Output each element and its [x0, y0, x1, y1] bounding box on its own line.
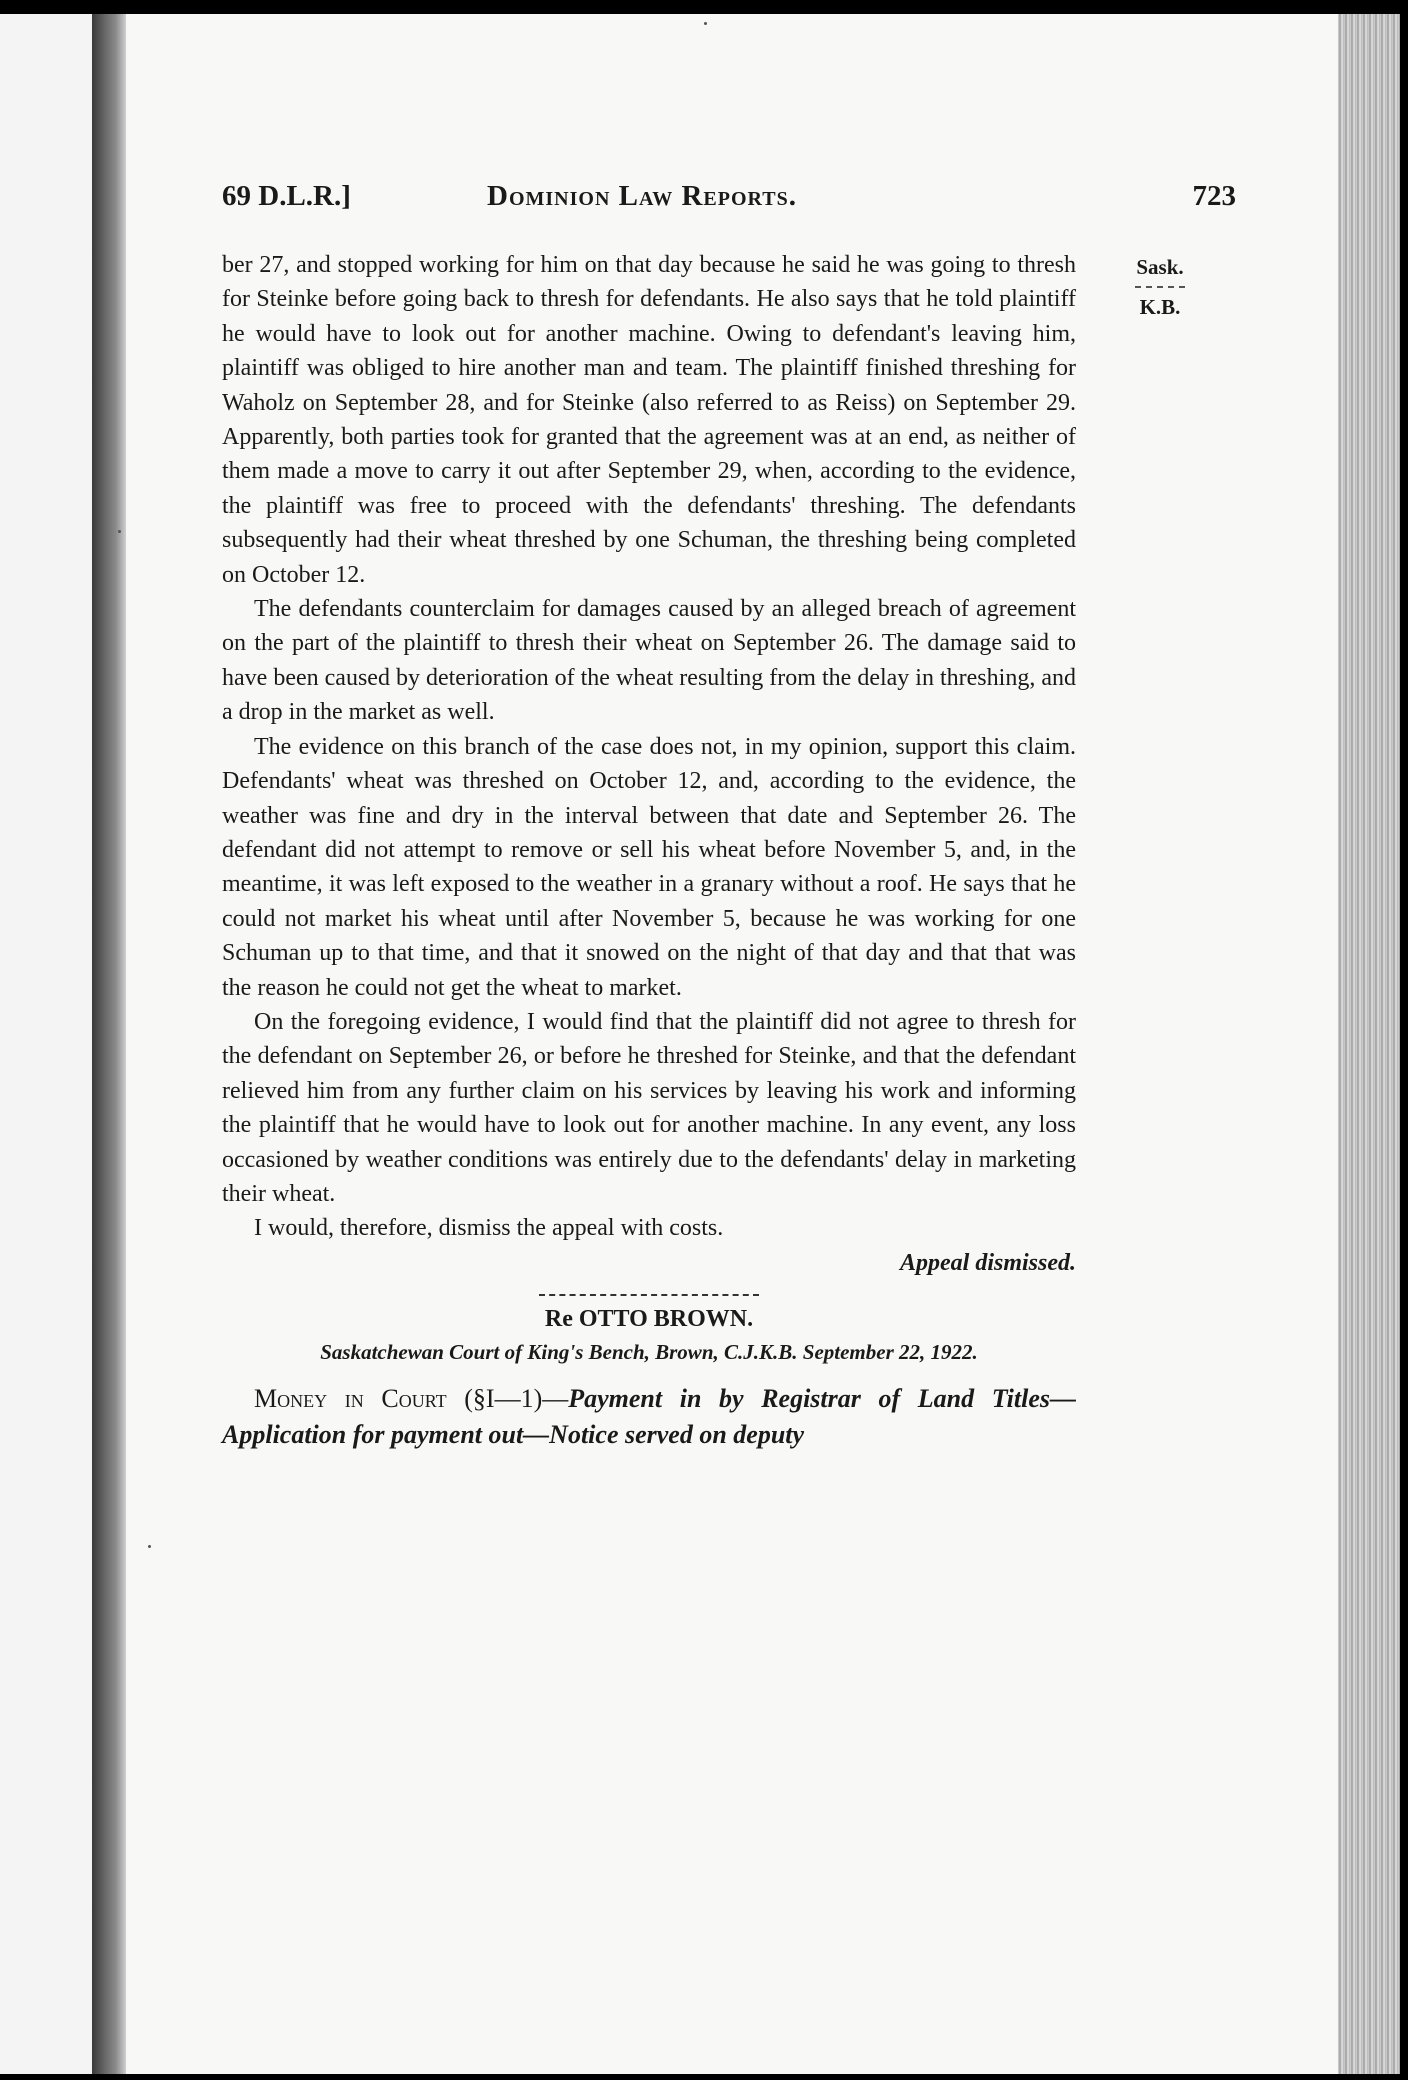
court-line: Saskatchewan Court of King's Bench, Brown, C.J.K.B. September 22, 1922. — [320, 1339, 978, 1364]
paragraph: I would, therefore, dismiss the appeal with costs. — [254, 1215, 724, 1242]
scan-speck — [148, 1545, 151, 1548]
headnote-section: (§I—1)— — [464, 1383, 569, 1413]
volume-reference: 69 D.L.R.] — [222, 180, 351, 212]
headnote-subject: Money in Court — [254, 1383, 447, 1413]
report-title: Dominion Law Reports. — [487, 180, 797, 212]
running-header — [222, 180, 1236, 220]
case-separator — [539, 1294, 759, 1296]
paragraph: ber 27, and stopped working for him on that day because he said he was going to thresh for Steinke before going back to thresh for defendants. He also says that he told plaintiff he would have to look out for another machine. Owing to defendant's leaving him, plaintiff was obliged to hire another man and team. The plaintiff finished threshing for Waholz on September 28, and for Steinke (also referred to as Reiss) on September 29. Apparently, both parties took for granted that the agreement was at an end, as neither of them made a move to carry it out after September 29, when, according to the evidence, the plaintiff was free to proceed with the defendants' threshing. The defendants subsequently had their wheat threshed by one Schuman, the threshing being completed on October 12. — [222, 252, 1076, 588]
body-text — [222, 248, 1076, 1453]
margin-court: K.B. — [1139, 295, 1181, 319]
verdict: Appeal dismissed. — [899, 1249, 1076, 1276]
paragraph: The defendants counterclaim for damages caused by an alleged breach of agreement on the part of the plaintiff to thresh their wheat on September 26. The damage said to have been caused by deterioration of the wheat resulting from the delay in threshing, and a drop in the market as well. — [222, 596, 1076, 726]
scan-speck — [118, 530, 121, 533]
margin-note — [1130, 248, 1190, 326]
scan-speck — [704, 22, 707, 25]
headnote — [222, 1381, 1076, 1453]
page-edge-stack — [1338, 14, 1400, 2074]
paragraph: The evidence on this branch of the case does not, in my opinion, support this claim. Defendants' wheat was threshed on October 12, and, according to the evidence, the weather was fine and dry in the interval between that date and September 26. The defendant did not attempt to remove or sell his wheat before November 5, and, in the meantime, it was left exposed to the weather in a granary without a roof. He says that he could not market his wheat until after November 5, because he was working for one Schuman up to that time, and that it snowed on the night of that day and that that was the reason he could not get the wheat to market. — [222, 733, 1076, 1001]
facing-page-blank — [0, 14, 92, 2074]
headnote-text: Payment in by Registrar of Land Titles—Application for payment out—Notice served on deputy — [222, 1383, 1076, 1449]
book-spine-shadow — [92, 14, 126, 2074]
paragraph: On the foregoing evidence, I would find that the plaintiff did not agree to thresh for the defendant on September 26, or before he threshed for Steinke, and that the defendant relieved him from any further claim on his services by leaving his work and informing the plaintiff that he would have to look out for another machine. In any event, any loss occasioned by weather conditions was entirely due to the defendants' delay in marketing their wheat. — [222, 1008, 1076, 1207]
page-number: 723 — [1192, 180, 1236, 212]
margin-province: Sask. — [1136, 255, 1184, 279]
case-title: Re OTTO BROWN. — [544, 1306, 754, 1333]
